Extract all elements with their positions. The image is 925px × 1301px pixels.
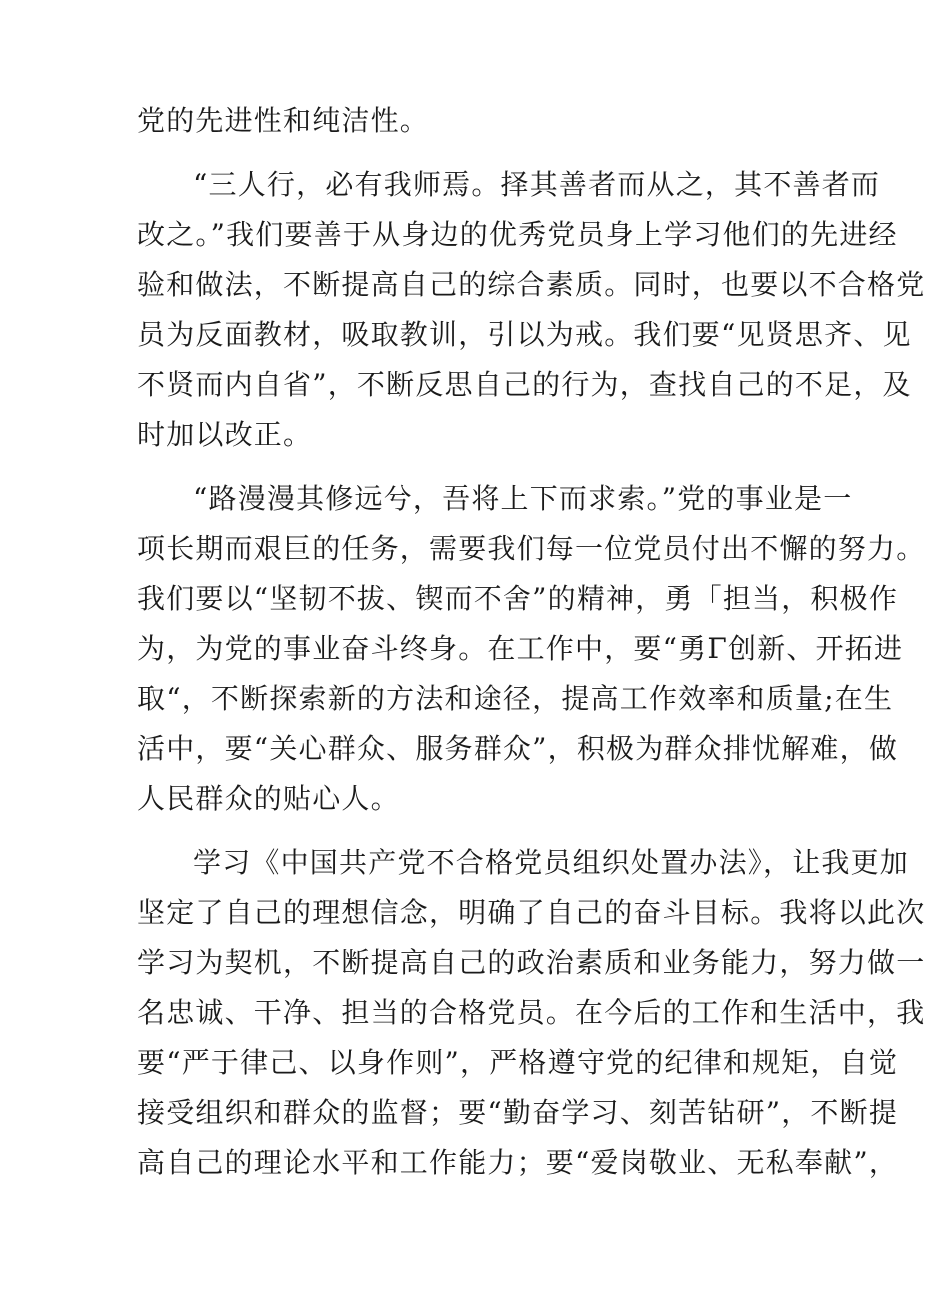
paragraph-4-line-4: 名忠诚、干净、担当的合格党员。在今后的工作和生活中，我 xyxy=(137,996,925,1029)
paragraph-2-line-4: 员为反面教材，吸取教训，引以为戒。我们要“见贤思齐、见 xyxy=(137,318,912,351)
paragraph-2-line-2: 改之。”我们要善于从身边的优秀党员身上学习他们的先进经 xyxy=(137,218,898,251)
paragraph-3-line-3: 我们要以“坚韧不拔、锲而不舍”的精神，勇「担当，积极作 xyxy=(137,582,899,615)
paragraph-4-line-5: 要“严于律己、以身作则”，严格遵守党的纪律和规矩，自觉 xyxy=(137,1046,899,1079)
paragraph-4-line-3: 学习为契机，不断提高自己的政治素质和业务能力，努力做一 xyxy=(137,946,925,979)
paragraph-2-line-1: “三人行，必有我师焉。择其善者而从之，其不善者而 xyxy=(193,168,881,201)
paragraph-3-line-6: 活中，要“关心群众、服务群众”，积极为群众排忧解难，做 xyxy=(137,732,899,765)
paragraph-3-line-5: 取“，不断探索新的方法和途径，提高工作效率和质量;在生 xyxy=(137,682,894,715)
paragraph-3-line-1: “路漫漫其修远兮，吾将上下而求索。”党的事业是一 xyxy=(193,482,853,515)
paragraph-3-line-7: 人民群众的贴心人。 xyxy=(137,782,400,815)
paragraph-3-line-4: 为，为党的事业奋斗终身。在工作中，要“勇Γ创新、开拓进 xyxy=(137,632,904,665)
paragraph-1-line-1: 党的先进性和纯洁性。 xyxy=(137,104,430,137)
paragraph-2-line-3: 验和做法，不断提高自己的综合素质。同时，也要以不合格党 xyxy=(137,268,925,301)
paragraph-4-line-2: 坚定了自己的理想信念，明确了自己的奋斗目标。我将以此次 xyxy=(137,896,925,929)
paragraph-4-line-7: 高自己的理论水平和工作能力；要“爱岗敬业、无私奉献”， xyxy=(137,1146,899,1179)
paragraph-3-line-2: 项长期而艰巨的任务，需要我们每一位党员付出不懈的努力。 xyxy=(137,532,925,565)
paragraph-4-line-1: 学习《中国共产党不合格党员组织处置办法》，让我更加 xyxy=(193,846,910,879)
paragraph-4-line-6: 接受组织和群众的监督；要“勤奋学习、刻苦钻研”，不断提 xyxy=(137,1096,899,1129)
paragraph-2-line-5: 不贤而内自省”，不断反思自己的行为，查找自己的不足，及 xyxy=(137,368,912,401)
paragraph-2-line-6: 时加以改正。 xyxy=(137,418,313,451)
